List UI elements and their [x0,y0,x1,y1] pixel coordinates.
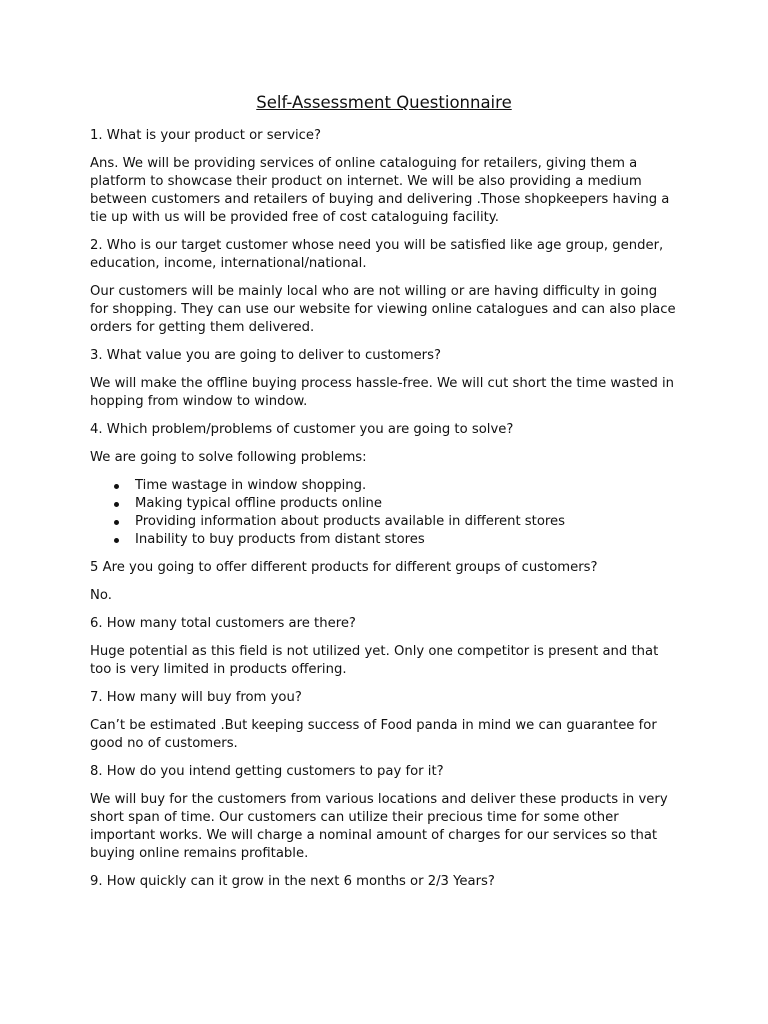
question-7: 7. How many will buy from you? [90,690,302,705]
bullet-icon [114,484,119,489]
question-2: 2. Who is our target customer whose need you will be satisfied like age group, gender, education, income, international/national. [90,238,664,271]
answer-3: We will make the offline buying process hassle-free. We will cut short the time wasted in hopping from window to window. [90,376,675,409]
bullet-icon [114,502,119,507]
answer-5: No. [90,588,112,603]
list-item [114,531,678,549]
question-8: 8. How do you intend getting customers to pay for it? [90,764,444,779]
problems-list [90,477,678,549]
question-3: 3. What value you are going to deliver to customers? [90,348,441,363]
list-item-text: Inability to buy products from distant stores [135,532,425,547]
list-item-text: Time wastage in window shopping. [135,478,367,493]
question-9: 9. How quickly can it grow in the next 6 months or 2/3 Years? [90,874,495,889]
list-item-text: Making typical offline products online [135,496,383,511]
question-6: 6. How many total customers are there? [90,616,356,631]
answer-2: Our customers will be mainly local who are not willing or are having difficulty in going for shopping. They can use our website for viewing online catalogues and can also place orders for getting them delivered. [90,284,676,335]
answer-7: Can’t be estimated .But keeping success of Food panda in mind we can guarantee for good no of customers. [90,718,657,751]
list-item-text: Providing information about products available in different stores [135,514,566,529]
answer-8: We will buy for the customers from various locations and deliver these products in very short span of time. Our customers can utilize their precious time for some other important works. We will charge a nominal amount of charges for our services so that buying online remains profitable. [90,792,668,861]
bullet-icon [114,538,119,543]
document-title: Self-Assessment Questionnaire [256,93,512,112]
list-item [114,495,678,513]
question-4: 4. Which problem/problems of customer you are going to solve? [90,422,514,437]
answer-4-intro: We are going to solve following problems: [90,450,367,465]
question-5: 5 Are you going to offer different products for different groups of customers? [90,560,598,575]
bullet-icon [114,520,119,525]
question-1: 1. What is your product or service? [90,128,322,143]
answer-6: Huge potential as this field is not utilized yet. Only one competitor is present and that too is very limited in products offering. [90,644,659,677]
answer-1: Ans. We will be providing services of online cataloguing for retailers, giving them a platform to showcase their product on internet. We will be also providing a medium between customers and retailers of buying and delivering .Those shopkeepers having a tie up with us will be provided free of cost cataloguing facility. [90,156,670,225]
list-item [114,513,678,531]
list-item [114,477,678,495]
